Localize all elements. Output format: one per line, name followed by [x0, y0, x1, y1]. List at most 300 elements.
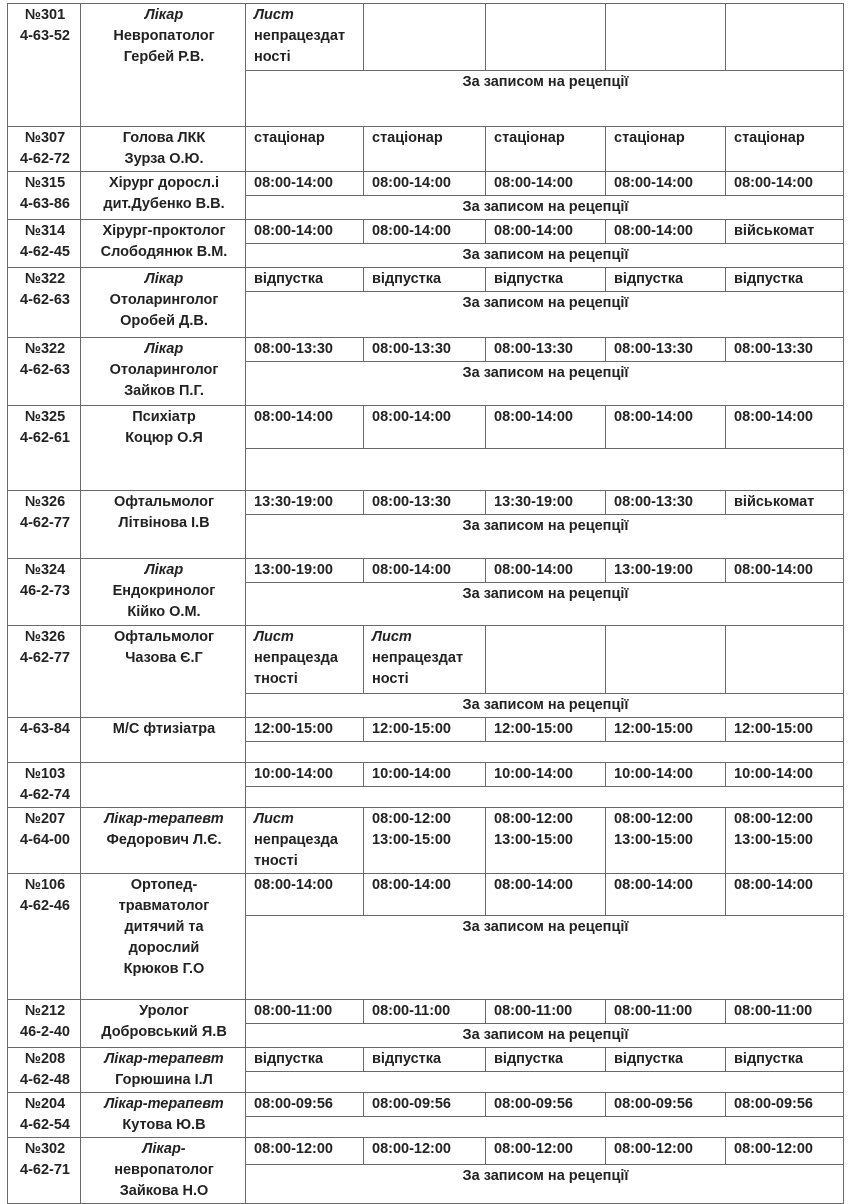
appointment-note	[246, 787, 844, 808]
room-cell	[8, 4, 81, 127]
appointment-note: За записом на рецепції	[246, 515, 844, 559]
doctor-text-line: Кутова Ю.В	[122, 1117, 206, 1133]
room-cell	[8, 268, 81, 338]
doctor-text-line: Уролог	[139, 1003, 189, 1019]
day-3-cell	[486, 559, 606, 583]
day-hours-text: непрацездат	[372, 650, 464, 666]
room-cell	[8, 874, 81, 1000]
day-3-cell	[486, 406, 606, 449]
day-2-cell	[364, 220, 486, 244]
day-hours-text: 08:00-11:00	[372, 1003, 451, 1019]
day-3-cell	[486, 808, 606, 874]
doctor-text-line: Чазова Є.Г	[125, 650, 203, 666]
day-hours-text: 08:00-13:30	[614, 341, 693, 357]
day-hours-text: 08:00-14:00	[614, 877, 693, 893]
doctor-cell	[81, 1093, 246, 1138]
day-1-cell	[246, 626, 364, 694]
day-hours-text: відпустка	[254, 271, 324, 287]
day-hours-text: відпустка	[614, 1051, 684, 1067]
day-hours-text: 08:00-12:00	[614, 1141, 693, 1157]
phone-number: 4-62-61	[20, 430, 70, 446]
day-1-cell	[246, 1093, 364, 1117]
day-hours-text: 08:00-14:00	[372, 409, 451, 425]
doctor-text-line: Офтальмолог	[113, 494, 214, 510]
room-cell	[8, 559, 81, 626]
day-hours-text: 08:00-09:56	[734, 1096, 813, 1112]
appointment-note: За записом на рецепції	[246, 71, 844, 127]
doctor-text-line: Зайкова Н.О	[119, 1183, 209, 1199]
day-hours-text: 08:00-14:00	[734, 409, 813, 425]
day-hours-text: 08:00-14:00	[734, 877, 813, 893]
day-4-cell	[606, 406, 726, 449]
day-4-cell	[606, 338, 726, 362]
doctor-cell	[81, 626, 246, 718]
phone-number: 46-2-40	[20, 1024, 70, 1040]
doctor-cell	[81, 491, 246, 559]
day-5-cell	[726, 1000, 844, 1024]
appointment-note: За записом на рецепції	[246, 583, 844, 626]
day-hours-text: 08:00-13:30	[614, 494, 693, 510]
room-cell	[8, 1000, 81, 1048]
day-hours-text: 13:00-15:00	[734, 832, 813, 848]
day-2-cell	[364, 491, 486, 515]
day-2-cell	[364, 718, 486, 742]
day-hours-text: стаціонар	[494, 130, 565, 146]
doctor-text-line: дит.Дубенко В.В.	[103, 196, 225, 212]
day-hours-text: 08:00-14:00	[494, 175, 573, 191]
day-5-cell	[726, 718, 844, 742]
room-number: №212	[24, 1003, 66, 1019]
room-cell	[8, 127, 81, 172]
day-hours-text: стаціонар	[254, 130, 325, 146]
day-hours-text: 13:00-15:00	[614, 832, 693, 848]
doctor-text-line: Хірург доросл.і	[108, 175, 220, 191]
schedule-row	[8, 220, 844, 244]
room-number: №314	[24, 223, 66, 239]
phone-number: 4-62-72	[20, 151, 70, 167]
phone-number: 4-62-71	[20, 1162, 70, 1178]
day-hours-text: 12:00-15:00	[372, 721, 451, 737]
day-1-cell	[246, 4, 364, 71]
day-1-cell	[246, 808, 364, 874]
doctor-cell	[81, 172, 246, 220]
day-4-cell	[606, 718, 726, 742]
day-1-cell	[246, 1000, 364, 1024]
schedule-page	[7, 3, 843, 1204]
day-5-cell	[726, 626, 844, 694]
doctor-cell	[81, 4, 246, 127]
day-hours-text: 08:00-09:56	[254, 1096, 333, 1112]
doctor-text-line: Отоларинголог	[109, 292, 219, 308]
schedule-row	[8, 1138, 844, 1165]
day-1-cell	[246, 763, 364, 787]
doctor-cell	[81, 338, 246, 406]
schedule-row	[8, 718, 844, 742]
doctor-text-line: Кійко О.М.	[127, 604, 201, 620]
day-hours-text: 08:00-12:00	[734, 811, 813, 827]
day-3-cell	[486, 1093, 606, 1117]
day-hours-text: Лист	[254, 811, 294, 827]
day-hours-text: 12:00-15:00	[734, 721, 813, 737]
schedule-row	[8, 559, 844, 583]
day-hours-text: 08:00-09:56	[372, 1096, 451, 1112]
day-hours-text: 08:00-13:30	[372, 341, 451, 357]
day-4-cell	[606, 1048, 726, 1072]
day-1-cell	[246, 559, 364, 583]
day-3-cell	[486, 338, 606, 362]
day-5-cell	[726, 338, 844, 362]
day-2-cell	[364, 172, 486, 196]
day-hours-text: 08:00-09:56	[494, 1096, 573, 1112]
phone-number: 4-63-86	[20, 196, 70, 212]
day-2-cell	[364, 763, 486, 787]
day-hours-text: 08:00-12:00	[254, 1141, 333, 1157]
day-hours-text: 13:00-19:00	[254, 562, 333, 578]
day-4-cell	[606, 626, 726, 694]
day-4-cell	[606, 808, 726, 874]
day-hours-text: 08:00-11:00	[734, 1003, 813, 1019]
day-3-cell	[486, 1000, 606, 1024]
day-hours-text: відпустка	[254, 1051, 324, 1067]
doctor-cell	[81, 127, 246, 172]
day-hours-text: 08:00-12:00	[494, 811, 573, 827]
day-3-cell	[486, 874, 606, 916]
day-hours-text: 10:00-14:00	[614, 766, 693, 782]
day-hours-text: 12:00-15:00	[614, 721, 693, 737]
day-3-cell	[486, 491, 606, 515]
doctor-cell	[81, 406, 246, 491]
phone-number: 4-62-63	[20, 362, 70, 378]
doctor-cell	[81, 559, 246, 626]
doctor-text-line: Крюков Г.О	[123, 961, 205, 977]
day-hours-text: ності	[372, 671, 409, 687]
day-3-cell	[486, 268, 606, 292]
day-hours-text: непрацезда	[254, 650, 338, 666]
day-4-cell	[606, 874, 726, 916]
doctor-text-line: Зайков П.Г.	[124, 383, 204, 399]
day-hours-text: 08:00-14:00	[734, 562, 813, 578]
schedule-row	[8, 406, 844, 449]
room-number: №324	[24, 562, 66, 578]
room-number: №207	[24, 811, 66, 827]
day-hours-text: відпустка	[734, 1051, 804, 1067]
doctor-text-line: Лікар	[144, 341, 184, 357]
day-hours-text: 08:00-13:30	[734, 341, 813, 357]
day-hours-text: 08:00-14:00	[372, 877, 451, 893]
doctor-text-line: Психіатр	[132, 409, 196, 425]
appointment-note	[246, 449, 844, 491]
day-2-cell	[364, 127, 486, 172]
day-hours-text: відпустка	[372, 271, 442, 287]
room-cell	[8, 406, 81, 491]
day-hours-text: відпустка	[614, 271, 684, 287]
day-hours-text: непрацезда	[254, 832, 338, 848]
phone-number: 4-62-45	[20, 244, 70, 260]
day-1-cell	[246, 1048, 364, 1072]
day-4-cell	[606, 763, 726, 787]
day-2-cell	[364, 1138, 486, 1165]
doctor-text-line: Лікар	[144, 7, 184, 23]
appointment-note: За записом на рецепції	[246, 1024, 844, 1048]
day-3-cell	[486, 1048, 606, 1072]
day-1-cell	[246, 338, 364, 362]
doctor-text-line: дитячий та	[124, 919, 204, 935]
day-1-cell	[246, 220, 364, 244]
phone-number: 4-62-77	[20, 515, 70, 531]
day-hours-text: 08:00-13:30	[494, 341, 573, 357]
day-hours-text: 10:00-14:00	[494, 766, 573, 782]
appointment-note: За записом на рецепції	[246, 694, 844, 718]
doctor-text-line: Лікар-терапевт	[104, 811, 224, 827]
room-number: №208	[24, 1051, 66, 1067]
doctor-text-line: Горюшина І.Л	[115, 1072, 213, 1088]
day-3-cell	[486, 172, 606, 196]
day-hours-text: тності	[254, 671, 298, 687]
appointment-note: За записом на рецепції	[246, 292, 844, 338]
doctor-cell	[81, 1000, 246, 1048]
room-number: №301	[24, 7, 66, 23]
day-hours-text: 08:00-12:00	[494, 1141, 573, 1157]
day-hours-text: 08:00-14:00	[494, 223, 573, 239]
doctor-cell	[81, 268, 246, 338]
day-1-cell	[246, 406, 364, 449]
day-5-cell	[726, 406, 844, 449]
doctor-text-line: Федорович Л.Є.	[106, 832, 222, 848]
room-number: №204	[24, 1096, 66, 1112]
phone-number: 4-63-52	[20, 28, 70, 44]
room-number: №315	[24, 175, 66, 191]
day-hours-text: 08:00-14:00	[372, 223, 451, 239]
day-1-cell	[246, 172, 364, 196]
doctor-cell	[81, 1048, 246, 1093]
day-hours-text: 10:00-14:00	[372, 766, 451, 782]
doctor-cell	[81, 220, 246, 268]
day-2-cell	[364, 268, 486, 292]
day-4-cell	[606, 268, 726, 292]
day-2-cell	[364, 1093, 486, 1117]
doctor-text-line: Ортопед-	[130, 877, 198, 893]
day-hours-text: 08:00-14:00	[254, 175, 333, 191]
day-2-cell	[364, 406, 486, 449]
day-hours-text: 08:00-14:00	[254, 223, 333, 239]
room-cell	[8, 1093, 81, 1138]
phone-number: 4-64-00	[20, 832, 70, 848]
day-5-cell	[726, 4, 844, 71]
day-hours-text: відпустка	[494, 271, 564, 287]
day-hours-text: 13:00-15:00	[372, 832, 451, 848]
phone-number: 4-62-77	[20, 650, 70, 666]
day-5-cell	[726, 1048, 844, 1072]
appointment-note: За записом на рецепції	[246, 916, 844, 1000]
day-hours-text: 08:00-11:00	[254, 1003, 333, 1019]
day-hours-text: ності	[254, 49, 291, 65]
appointment-note	[246, 742, 844, 763]
room-number: №326	[24, 629, 66, 645]
day-4-cell	[606, 127, 726, 172]
day-3-cell	[486, 718, 606, 742]
day-3-cell	[486, 1138, 606, 1165]
day-5-cell	[726, 1138, 844, 1165]
day-5-cell	[726, 220, 844, 244]
day-5-cell	[726, 127, 844, 172]
day-hours-text: 08:00-14:00	[614, 223, 693, 239]
day-hours-text: стаціонар	[734, 130, 805, 146]
day-2-cell	[364, 626, 486, 694]
room-number: №326	[24, 494, 66, 510]
room-number: №302	[24, 1141, 66, 1157]
day-1-cell	[246, 718, 364, 742]
day-1-cell	[246, 127, 364, 172]
room-cell	[8, 808, 81, 874]
day-hours-text: 13:30-19:00	[494, 494, 573, 510]
day-hours-text: 08:00-11:00	[614, 1003, 693, 1019]
day-hours-text: 08:00-11:00	[494, 1003, 573, 1019]
doctor-text-line: невропатолог	[114, 1162, 214, 1178]
day-hours-text: 13:00-15:00	[494, 832, 573, 848]
day-4-cell	[606, 172, 726, 196]
doctor-cell	[81, 1138, 246, 1204]
doctor-text-line: Слободянюк В.М.	[100, 244, 228, 260]
schedule-row	[8, 491, 844, 515]
doctor-text-line: Лікар-терапевт	[104, 1051, 224, 1067]
day-hours-text: 08:00-14:00	[494, 562, 573, 578]
room-number: №322	[24, 271, 66, 287]
room-number: №103	[24, 766, 66, 782]
day-hours-text: військомат	[734, 223, 815, 239]
doctor-text-line: травматолог	[118, 898, 210, 914]
day-4-cell	[606, 1138, 726, 1165]
room-cell	[8, 718, 81, 763]
day-1-cell	[246, 491, 364, 515]
day-hours-text: 08:00-12:00	[372, 1141, 451, 1157]
day-hours-text: 12:00-15:00	[254, 721, 333, 737]
schedule-row	[8, 1000, 844, 1024]
day-5-cell	[726, 874, 844, 916]
phone-number: 4-62-63	[20, 292, 70, 308]
doctor-text-line: Лікар	[144, 271, 184, 287]
phone-number: 4-62-46	[20, 898, 70, 914]
phone-number: 4-62-54	[20, 1117, 70, 1133]
day-3-cell	[486, 763, 606, 787]
day-4-cell	[606, 1000, 726, 1024]
room-cell	[8, 763, 81, 808]
day-2-cell	[364, 559, 486, 583]
day-hours-text: 08:00-14:00	[494, 877, 573, 893]
day-hours-text: 08:00-12:00	[372, 811, 451, 827]
day-hours-text: 08:00-14:00	[734, 175, 813, 191]
day-hours-text: відпустка	[734, 271, 804, 287]
schedule-row	[8, 874, 844, 916]
day-3-cell	[486, 127, 606, 172]
day-4-cell	[606, 1093, 726, 1117]
doctor-text-line: Зурза О.Ю.	[124, 151, 204, 167]
phone-number: 4-63-84	[20, 721, 70, 737]
day-hours-text: 10:00-14:00	[734, 766, 813, 782]
day-hours-text: 13:30-19:00	[254, 494, 333, 510]
doctor-text-line: Офтальмолог	[113, 629, 214, 645]
schedule-row	[8, 808, 844, 874]
day-hours-text: стаціонар	[614, 130, 685, 146]
day-hours-text: 08:00-12:00	[614, 811, 693, 827]
day-hours-text: Лист	[254, 7, 294, 23]
doctor-text-line: Невропатолог	[113, 28, 215, 44]
doctor-text-line: Літвінова І.В	[118, 515, 210, 531]
day-5-cell	[726, 491, 844, 515]
doctor-schedule-table	[7, 3, 844, 1204]
phone-number: 46-2-73	[20, 583, 70, 599]
day-hours-text: 08:00-09:56	[614, 1096, 693, 1112]
doctor-cell	[81, 874, 246, 1000]
day-2-cell	[364, 1000, 486, 1024]
day-hours-text: відпустка	[372, 1051, 442, 1067]
day-hours-text: тності	[254, 853, 298, 869]
room-cell	[8, 1048, 81, 1093]
schedule-row	[8, 1093, 844, 1117]
day-hours-text: 08:00-12:00	[734, 1141, 813, 1157]
day-5-cell	[726, 172, 844, 196]
room-cell	[8, 220, 81, 268]
doctor-text-line: М/С фтизіатра	[112, 721, 216, 737]
appointment-note	[246, 1072, 844, 1093]
day-3-cell	[486, 4, 606, 71]
day-4-cell	[606, 491, 726, 515]
doctor-text-line: Голова ЛКК	[122, 130, 206, 146]
day-2-cell	[364, 4, 486, 71]
day-hours-text: 08:00-14:00	[372, 562, 451, 578]
room-number: №322	[24, 341, 66, 357]
room-number: №307	[24, 130, 66, 146]
day-hours-text: непрацездат	[254, 28, 346, 44]
day-hours-text: 08:00-14:00	[614, 175, 693, 191]
schedule-row	[8, 268, 844, 292]
schedule-row	[8, 1048, 844, 1072]
doctor-text-line: Лікар	[144, 562, 184, 578]
doctor-text-line: Лікар-терапевт	[104, 1096, 224, 1112]
day-hours-text: 08:00-14:00	[372, 175, 451, 191]
doctor-text-line: Лікар-	[142, 1141, 186, 1157]
day-hours-text: 08:00-13:30	[254, 341, 333, 357]
doctor-text-line: Добровський Я.В	[101, 1024, 227, 1040]
room-cell	[8, 1138, 81, 1204]
appointment-note: За записом на рецепції	[246, 1164, 844, 1203]
day-1-cell	[246, 1138, 364, 1165]
doctor-text-line: дорослий	[128, 940, 200, 956]
day-5-cell	[726, 808, 844, 874]
schedule-row	[8, 4, 844, 71]
appointment-note: За записом на рецепції	[246, 362, 844, 406]
day-5-cell	[726, 763, 844, 787]
room-cell	[8, 491, 81, 559]
day-2-cell	[364, 338, 486, 362]
day-4-cell	[606, 559, 726, 583]
day-5-cell	[726, 268, 844, 292]
day-2-cell	[364, 808, 486, 874]
appointment-note	[246, 1117, 844, 1138]
room-cell	[8, 626, 81, 718]
phone-number: 4-62-74	[20, 787, 70, 803]
schedule-row	[8, 763, 844, 787]
day-hours-text: 08:00-14:00	[614, 409, 693, 425]
doctor-cell	[81, 808, 246, 874]
day-hours-text: Лист	[254, 629, 294, 645]
day-hours-text: 08:00-14:00	[254, 877, 333, 893]
schedule-row	[8, 172, 844, 196]
schedule-row	[8, 626, 844, 694]
day-3-cell	[486, 220, 606, 244]
appointment-note: За записом на рецепції	[246, 244, 844, 268]
schedule-row	[8, 127, 844, 172]
day-4-cell	[606, 220, 726, 244]
